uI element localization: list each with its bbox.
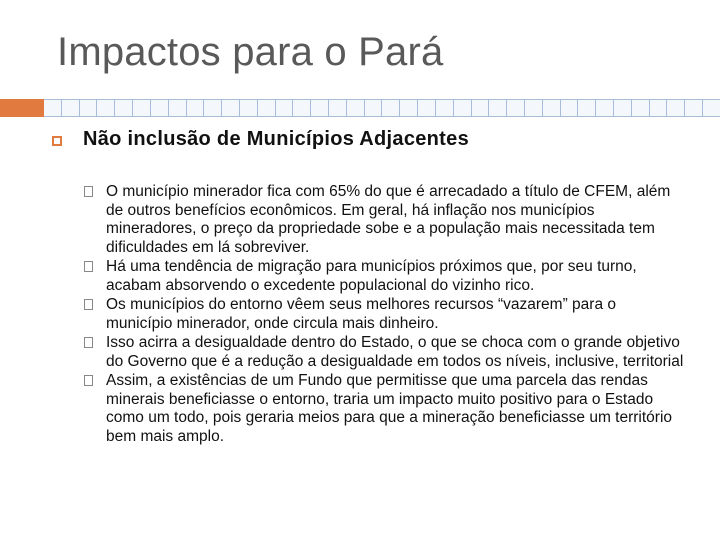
hollow-box-bullet-icon [84,186,93,197]
list-item [84,372,694,446]
divider-rule [44,99,720,117]
section-heading: Não inclusão de Municípios Adjacentes [83,128,469,150]
accent-bar [0,99,44,117]
list-item [84,334,694,371]
list-item-text: Há uma tendência de migração para municípios próximos que, por seu turno, acabam absorvendo o excedente populacional do vizinho rico. [106,258,637,294]
hollow-box-bullet-icon [84,299,93,310]
list-item-text: Assim, a existências de um Fundo que permitisse que uma parcela das rendas minerais beneficiasse o entorno, traria um impacto muito positivo para o Estado como um todo, pois geraria meios para que a mineração beneficiasse um território bem mais amplo. [106,372,673,445]
bullet-list [84,183,694,447]
heading-bullet-row [52,128,469,151]
list-item-text: O município minerador fica com 65% do que é arrecadado a título de CFEM, além de outros benefícios econômicos. Em geral, há inflação nos municípios mineradores, o preço da propriedade sobe e a população mais necessitada tem dificuldades em lá sobreviver. [106,183,671,256]
hollow-square-bullet-icon [52,136,62,146]
hollow-box-bullet-icon [84,375,93,386]
list-item-text: Os municípios do entorno vêem seus melhores recursos “vazarem” para o município minerador, onde circula mais dinheiro. [106,296,616,332]
list-item [84,183,694,257]
list-item [84,296,694,333]
hollow-box-bullet-icon [84,337,93,348]
hollow-box-bullet-icon [84,261,93,272]
list-item-text: Isso acirra a desigualdade dentro do Estado, o que se choca com o grande objetivo do Governo que é a redução a desigualdade em todos os níveis, inclusive, territorial [106,334,684,370]
slide-title: Impactos para o Pará [57,30,444,74]
list-item [84,258,694,295]
